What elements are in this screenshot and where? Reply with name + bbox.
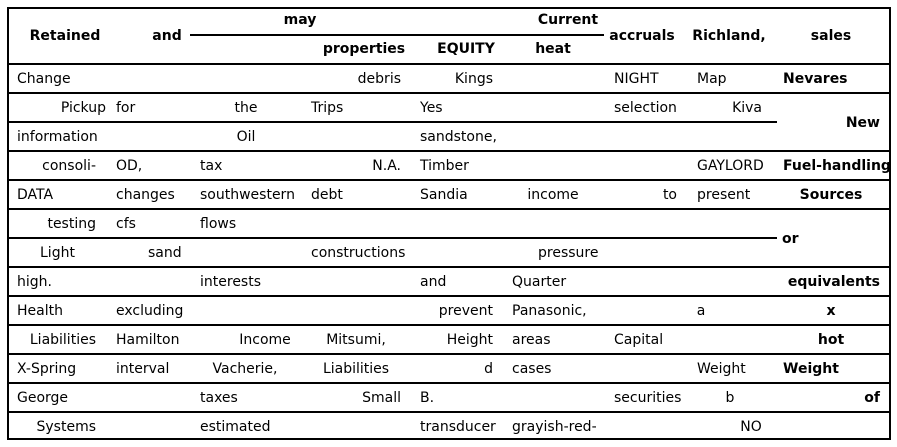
table-cell: Trips — [311, 100, 344, 116]
table-cell: DATA — [17, 187, 54, 203]
table-cell: testing — [47, 216, 96, 232]
header-current: Current — [537, 12, 599, 28]
row-rule — [7, 324, 891, 326]
table-cell: Weight — [783, 361, 839, 377]
table-cell: Quarter — [512, 274, 567, 290]
table-cell: Liabilities — [29, 332, 96, 348]
header-properties: properties — [322, 41, 406, 57]
table-cell: cases — [512, 361, 552, 377]
table-cell: constructions — [311, 245, 406, 261]
header-may: may — [283, 12, 317, 28]
row-rule — [7, 237, 777, 239]
table-cell: a — [696, 303, 706, 319]
table-cell: New — [845, 115, 880, 131]
table-cell: southwestern — [200, 187, 295, 203]
table-cell: areas — [512, 332, 551, 348]
header-accruals: accruals — [609, 28, 675, 44]
table-cell: GAYLORD — [697, 158, 764, 174]
table-cell: d — [484, 361, 493, 377]
row-rule — [7, 382, 891, 384]
table-cell: hot — [817, 332, 845, 348]
header-richland: Richland, — [692, 28, 766, 44]
row-rule — [7, 179, 891, 181]
table-cell: Fuel-handling — [783, 158, 891, 174]
table-cell: to — [662, 187, 677, 203]
table-cell: excluding — [116, 303, 184, 319]
table-cell: present — [697, 187, 751, 203]
table-cell: OD, — [116, 158, 143, 174]
table-cell: pressure — [538, 245, 599, 261]
header-bottom-rule — [7, 63, 891, 65]
table-cell: changes — [116, 187, 175, 203]
table-cell: consoli- — [42, 158, 96, 174]
table-cell: high. — [17, 274, 52, 290]
table-cell: Panasonic, — [512, 303, 587, 319]
table-cell: Sandia — [420, 187, 468, 203]
table-cell: Height — [446, 332, 493, 348]
table-cell: transducer — [420, 419, 496, 435]
table-cell: Vacherie, — [212, 361, 278, 377]
table-cell: Capital — [614, 332, 664, 348]
table-cell: Sources — [799, 187, 863, 203]
table-cell: NIGHT — [614, 71, 659, 87]
table-cell: tax — [200, 158, 223, 174]
row-rule — [7, 295, 891, 297]
table-cell: Timber — [420, 158, 469, 174]
row-rule — [7, 411, 891, 413]
table-cell: interests — [200, 274, 262, 290]
table-cell: Yes — [420, 100, 443, 116]
row-rule — [7, 353, 891, 355]
table-cell: grayish-red- — [512, 419, 597, 435]
table-cell: taxes — [200, 390, 238, 406]
table-cell: interval — [116, 361, 170, 377]
table-cell: Kings — [454, 71, 493, 87]
header-heat: heat — [535, 41, 571, 57]
row-rule — [7, 208, 891, 210]
table-cell: Mitsumi, — [326, 332, 386, 348]
table-cell: b — [725, 390, 735, 406]
table-cell: securities — [614, 390, 682, 406]
table-cell: Small — [362, 390, 401, 406]
row-rule — [7, 92, 891, 94]
table-cell: income — [527, 187, 579, 203]
table-cell: or — [782, 231, 799, 247]
table-cell: flows — [200, 216, 237, 232]
table-cell: debt — [311, 187, 343, 203]
table-cell: x — [826, 303, 836, 319]
table-cell: the — [234, 100, 258, 116]
table-cell: Pickup — [60, 100, 106, 116]
table-cell: Weight — [697, 361, 746, 377]
row-rule — [7, 150, 891, 152]
row-rule — [7, 266, 891, 268]
table-cell: Liabilities — [322, 361, 390, 377]
table-cell: Hamilton — [116, 332, 180, 348]
header-sales: sales — [810, 28, 852, 44]
table-cell: Oil — [236, 129, 256, 145]
table-cell: estimated — [200, 419, 271, 435]
table-cell: sandstone, — [420, 129, 497, 145]
table-cell: sand — [148, 245, 182, 261]
table-cell: Map — [697, 71, 727, 87]
table-cell: for — [116, 100, 136, 116]
table-cell: NO — [740, 419, 762, 435]
table-cell: Nevares — [783, 71, 848, 87]
table-cell: debris — [357, 71, 401, 87]
table-cell: B. — [420, 390, 435, 406]
header-equity: EQUITY — [437, 41, 495, 57]
table-cell: X-Spring — [17, 361, 77, 377]
header-retained: Retained — [29, 28, 101, 44]
table-cell: of — [864, 390, 880, 406]
table-cell: Light — [40, 245, 75, 261]
table-cell: prevent — [438, 303, 493, 319]
table-cell: cfs — [116, 216, 136, 232]
header-rule-may — [190, 34, 604, 36]
table-cell: information — [17, 129, 98, 145]
header-and: and — [152, 28, 182, 44]
table-cell: and — [420, 274, 447, 290]
table-cell: N.A. — [372, 158, 401, 174]
table-cell: Health — [17, 303, 63, 319]
table-cell: Kiva — [732, 100, 762, 116]
table-cell: equivalents — [787, 274, 880, 290]
row-rule — [7, 121, 777, 123]
table-cell: Income — [239, 332, 291, 348]
table-cell: Systems — [36, 419, 96, 435]
table-cell: selection — [614, 100, 677, 116]
table-cell: George — [17, 390, 69, 406]
table-cell: Change — [17, 71, 71, 87]
